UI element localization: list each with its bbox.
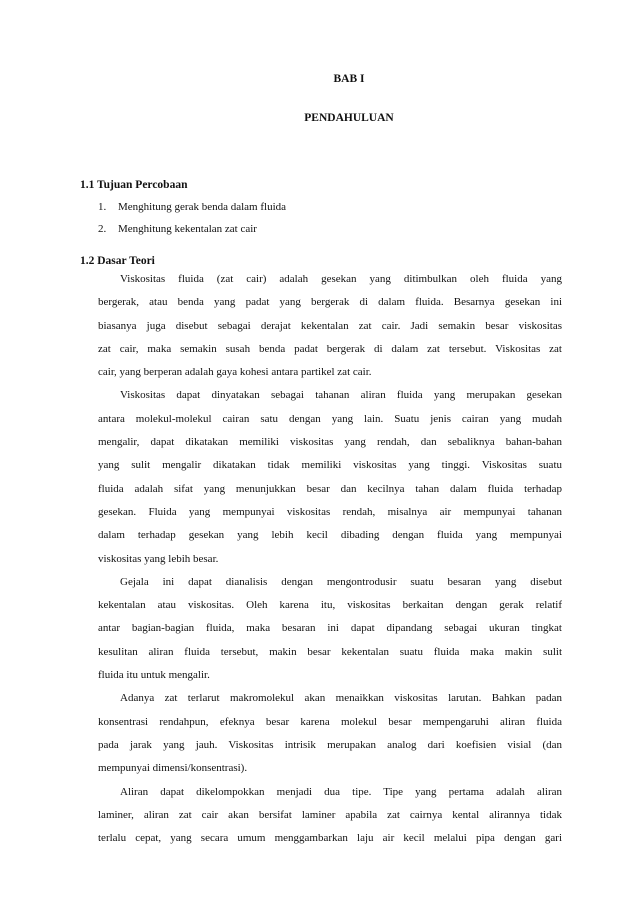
chapter-number: BAB I bbox=[333, 73, 365, 85]
body-text-line: biasanya juga disebut sebagai derajat kekentalan zat cair. Jadi semakin besar viskositas bbox=[98, 319, 562, 332]
body-text-line: dalam terhadap gesekan yang lebih kecil dibading dengan fluida yang mempunyai bbox=[98, 529, 562, 542]
body-text-line: pada jarak yang jauh. Viskositas intrisik merupakan analog dari koefisien visial (dan bbox=[98, 738, 562, 751]
body-text-line: cair, yang berperan adalah gaya kohesi antara partikel zat cair. bbox=[98, 366, 372, 379]
body-text-line: fluida adalah sifat yang menunjukkan besar dan kecilnya tahan dalam fluida terhadap bbox=[98, 482, 562, 495]
chapter-title: PENDAHULUAN bbox=[304, 112, 394, 124]
body-text-line: gesekan. Fluida yang mempunyai viskositas rendah, misalnya air mempunyai tahanan bbox=[98, 505, 562, 518]
body-text-line: fluida itu untuk mengalir. bbox=[98, 669, 210, 682]
body-text-line: Viskositas fluida (zat cair) adalah gesekan yang ditimbulkan oleh fluida yang bbox=[120, 273, 562, 285]
body-text-line: kekentalan atau viskositas. Oleh karena itu, viskositas berkaitan dengan gerak relatif bbox=[98, 599, 562, 612]
body-text-line: bergerak, atau benda yang padat yang bergerak di dalam fluida. Besarnya gesekan ini bbox=[98, 296, 562, 309]
body-text-line: Viskositas dapat dinyatakan sebagai tahanan aliran fluida yang merupakan gesekan bbox=[120, 389, 562, 402]
body-text-line: viskositas yang lebih besar. bbox=[98, 552, 219, 565]
body-text-line: Gejala ini dapat dianalisis dengan mengontrodusir suatu besaran yang disebut bbox=[120, 575, 562, 588]
list-item-number: 1. bbox=[98, 201, 107, 213]
theory-body-text bbox=[98, 272, 562, 854]
body-text-line: terlalu cepat, yang secara umum menggambarkan laju air kecil melalui pipa dengan gari bbox=[98, 832, 562, 845]
list-item-number: 2. bbox=[98, 223, 107, 235]
list-item-text: Menghitung kekentalan zat cair bbox=[118, 223, 257, 235]
section-heading-theory: 1.2 Dasar Teori bbox=[80, 255, 155, 267]
list-item bbox=[98, 222, 286, 244]
objectives-list bbox=[98, 200, 286, 244]
body-text-line: antara molekul-molekul cairan satu dengan yang lain. Suatu jenis cairan yang mudah bbox=[98, 412, 562, 425]
body-text-line: Aliran dapat dikelompokkan menjadi dua tipe. Tipe yang pertama adalah aliran bbox=[120, 785, 562, 798]
body-text-line: kesulitan aliran fluida tersebut, makin besar kekentalan suatu fluida maka makin sulit bbox=[98, 645, 562, 658]
section-heading-objectives: 1.1 Tujuan Percobaan bbox=[80, 179, 188, 191]
body-text-line: mempunyai dimensi/konsentrasi). bbox=[98, 762, 248, 775]
list-item bbox=[98, 200, 286, 222]
body-text-line: mengalir, dapat dikatakan memiliki viskositas yang rendah, dan sebaliknya bahan-bahan bbox=[98, 436, 562, 449]
body-text-line: Adanya zat terlarut makromolekul akan menaikkan viskositas larutan. Bahkan padan bbox=[120, 692, 562, 705]
body-text-line: laminer, aliran zat cair akan bersifat laminer apabila zat cairnya kental alirannya tidak bbox=[98, 808, 562, 821]
body-text-line: antar bagian-bagian fluida, maka besaran ini dapat dipandang sebagai ukuran tingkat bbox=[98, 622, 562, 635]
body-text-line: yang sulit mengalir dikatakan tidak memiliki viskositas yang tinggi. Viskositas suatu bbox=[98, 459, 562, 472]
body-text-line: konsentrasi rendahpun, efeknya besar karena molekul besar mempengaruhi aliran fluida bbox=[98, 715, 562, 728]
list-item-text: Menghitung gerak benda dalam fluida bbox=[118, 201, 287, 213]
body-text-line: zat cair, maka semakin susah benda padat bergerak di dalam zat tersebut. Viskositas zat bbox=[98, 342, 562, 355]
